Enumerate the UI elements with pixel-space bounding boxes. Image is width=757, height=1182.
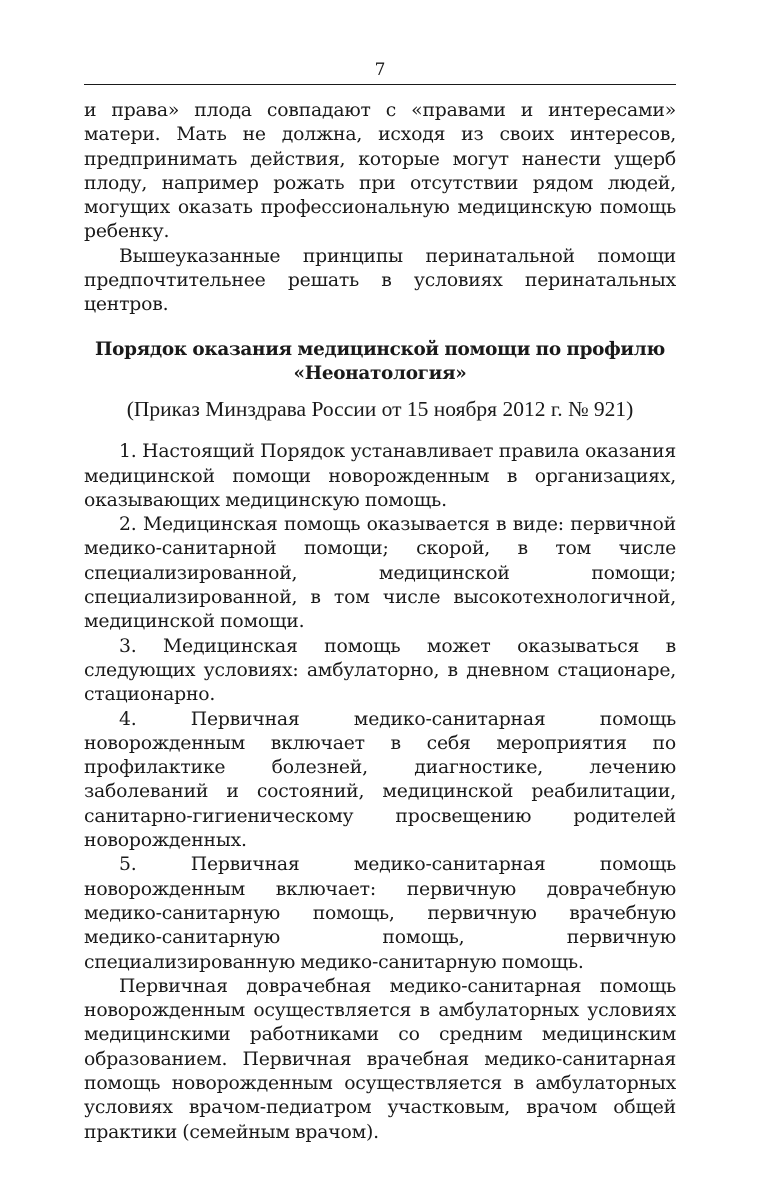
- list-item-3: 3. Медицинская помощь может оказываться в следующих условиях: амбулаторно, в дневном стационаре, стационарно.: [84, 635, 676, 706]
- book-page: [84, 58, 676, 1145]
- section-title: [84, 338, 676, 387]
- list-item-4: 4. Первичная медико-санитарная помощь новорожденным включает в себя мероприятия по профилактике болезней, диагностике, лечению заболеваний и состояний, медицинской реабилитации, санитарно-гигиеническому просвещению родителей новорожденных.: [84, 708, 676, 852]
- section-title-line-1: Порядок оказания медицинской помощи по профилю: [95, 338, 665, 360]
- list-item-1: 1. Настоящий Порядок устанавливает правила оказания медицинской помощи новорожденным в организациях, оказывающих медицинскую помощь.: [84, 441, 676, 511]
- intro-paragraph-1: и права» плода совпадают с «правами и интересами» матери. Мать не должна, исходя из своих интересов, предпринимать действия, которые могут нанести ущерб плоду, например рожать при отсутствии рядом людей, могущих оказать профессиональную медицинскую помощь ребенку.: [84, 100, 676, 243]
- page-header: [84, 58, 676, 85]
- order-reference: (Приказ Минздрава России от 15 ноября 2012 г. № 921): [126, 397, 634, 422]
- intro-paragraph-2: Вышеуказанные принципы перинатальной помощи предпочтительнее решать в условиях перинатальных центров.: [84, 245, 676, 316]
- list-item-2: 2. Медицинская помощь оказывается в виде: первичной медико-санитарной помощи; скорой, в том числе специализированной, медицинской помощи; специализированной, в том числе высокотехнологичной, медицинской помощи.: [84, 514, 676, 633]
- list-item-5: 5. Первичная медико-санитарная помощь новорожденным включает: первичную доврачебную медико-санитарную помощь, первичную врачебную медико-санитарную помощь, первичную специализированную медико-санитарную помощь.: [84, 854, 676, 973]
- section-title-line-2: «Неонатология»: [293, 362, 467, 384]
- page-number: 7: [374, 60, 386, 80]
- closing-paragraph: Первичная доврачебная медико-санитарная помощь новорожденным осуществляется в амбулаторных условиях медицинскими работниками со средним медицинским образованием. Первичная врачебная медико-санитарная помощь новорожденным осуществляется в амбулаторных условиях врачом-педиатром участковым, врачом общей практики (семейным врачом).: [84, 975, 676, 1143]
